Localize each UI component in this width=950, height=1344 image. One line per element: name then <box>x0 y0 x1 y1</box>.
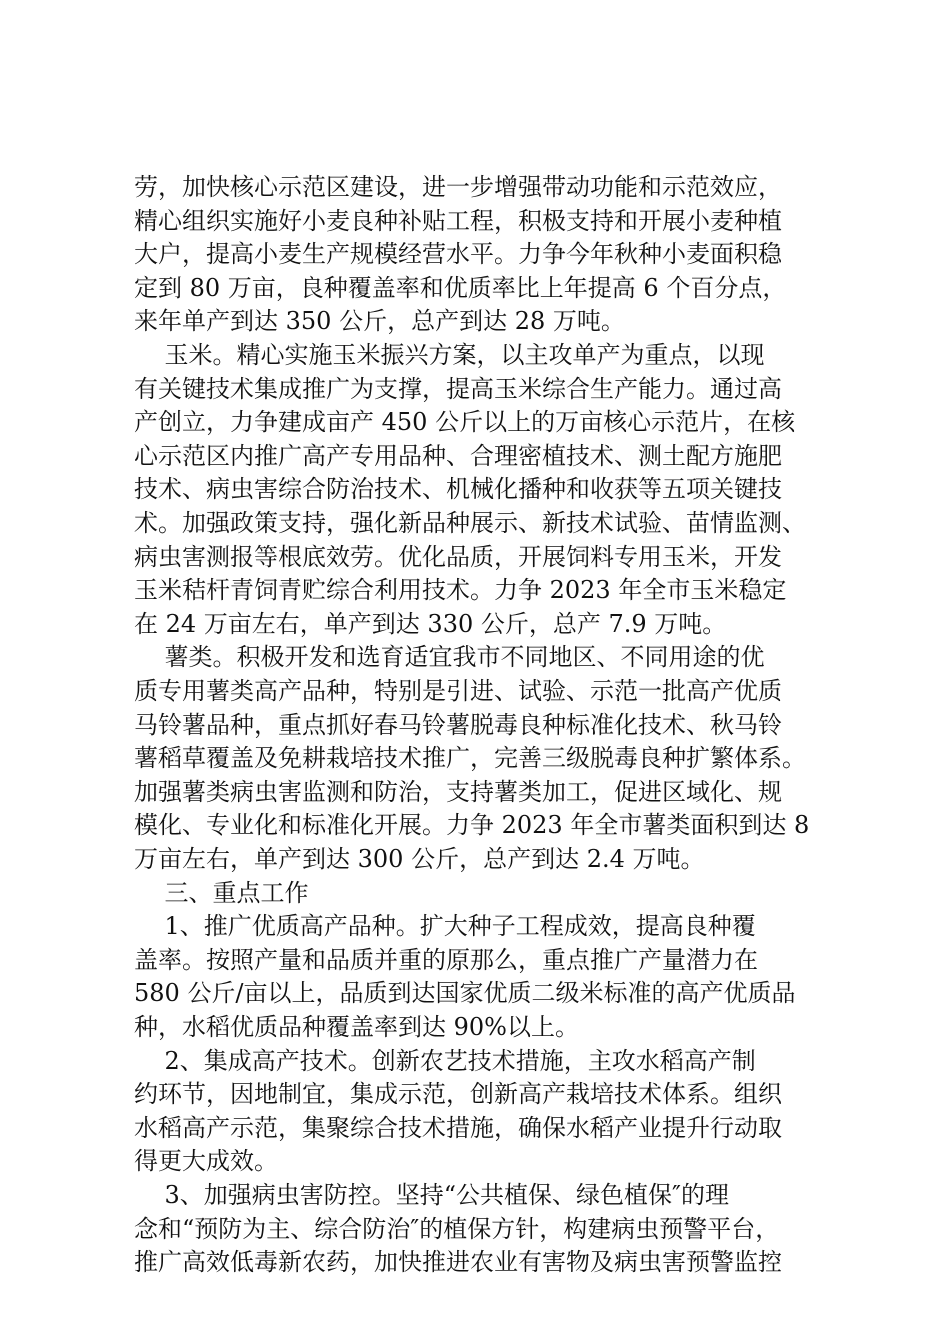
text-line: 来年单产到达 350 公斤，总产到达 28 万吨。 <box>134 307 625 335</box>
paragraph-start: 1、推广优质高产品种。扩大种子工程成效，提高良种覆 <box>134 912 756 940</box>
text-line: 580 公斤/亩以上，品质到达国家优质二级米标准的高产优质品 <box>134 979 796 1007</box>
text-line: 心示范区内推广高产专用品种、合理密植技术、测土配方施肥 <box>134 442 782 470</box>
text-line: 玉米秸杆青饲青贮综合利用技术。力争 2023 年全市玉米稳定 <box>134 576 787 604</box>
paragraph-start: 薯类。积极开发和选育适宜我市不同地区、不同用途的优 <box>134 643 765 671</box>
text-line: 得更大成效。 <box>134 1147 278 1175</box>
text-line: 有关键技术集成推广为支撑，提高玉米综合生产能力。通过高 <box>134 375 782 403</box>
text-line: 种，水稻优质品种覆盖率到达 90%以上。 <box>134 1013 579 1041</box>
text-line: 马铃薯品种，重点抓好春马铃薯脱毒良种标准化技术、秋马铃 <box>134 711 782 739</box>
text-line: 薯稻草覆盖及免耕栽培技术推广，完善三级脱毒良种扩繁体系。 <box>134 744 806 772</box>
text-line: 劳，加快核心示范区建设，进一步增强带动功能和示范效应， <box>134 173 782 201</box>
text-line: 加强薯类病虫害监测和防治，支持薯类加工，促进区域化、规 <box>134 778 782 806</box>
text-line: 约环节，因地制宜，集成示范，创新高产栽培技术体系。组织 <box>134 1080 782 1108</box>
paragraph-start: 2、集成高产技术。创新农艺技术措施，主攻水稻高产制 <box>134 1047 756 1075</box>
text-line: 精心组织实施好小麦良种补贴工程，积极支持和开展小麦种植 <box>134 207 782 235</box>
text-line: 病虫害测报等根底效劳。优化品质，开展饲料专用玉米，开发 <box>134 543 782 571</box>
text-line: 盖率。按照产量和品质并重的原那么，重点推广产量潜力在 <box>134 946 758 974</box>
text-line: 产创立，力争建成亩产 450 公斤以上的万亩核心示范片，在核 <box>134 408 796 436</box>
text-line: 定到 80 万亩，良种覆盖率和优质率比上年提高 6 个百分点， <box>134 274 787 302</box>
text-line: 大户，提高小麦生产规模经营水平。力争今年秋种小麦面积稳 <box>134 240 782 268</box>
paragraph-start: 玉米。精心实施玉米振兴方案，以主攻单产为重点，以现 <box>134 341 765 369</box>
text-line: 技术、病虫害综合防治技术、机械化播种和收获等五项关键技 <box>134 475 782 503</box>
text-line: 万亩左右，单产到达 300 公斤，总产到达 2.4 万吨。 <box>134 845 705 873</box>
section-heading: 三、重点工作 <box>134 879 309 907</box>
text-line: 术。加强政策支持，强化新品种展示、新技术试验、苗情监测、 <box>134 509 806 537</box>
text-line: 推广高效低毒新农药，加快推进农业有害物及病虫害预警监控 <box>134 1248 782 1276</box>
text-line: 念和“预防为主、综合防治″的植保方针，构建病虫预警平台， <box>134 1215 780 1243</box>
text-line: 质专用薯类高产品种，特别是引进、试验、示范一批高产优质 <box>134 677 782 705</box>
text-line: 模化、专业化和标准化开展。力争 2023 年全市薯类面积到达 8 <box>134 811 810 839</box>
text-line: 在 24 万亩左右，单产到达 330 公斤，总产 7.9 万吨。 <box>134 610 727 638</box>
text-line: 水稻高产示范，集聚综合技术措施，确保水稻产业提升行动取 <box>134 1114 782 1142</box>
paragraph-start: 3、加强病虫害防控。坚持“公共植保、绿色植保″的理 <box>134 1181 730 1209</box>
